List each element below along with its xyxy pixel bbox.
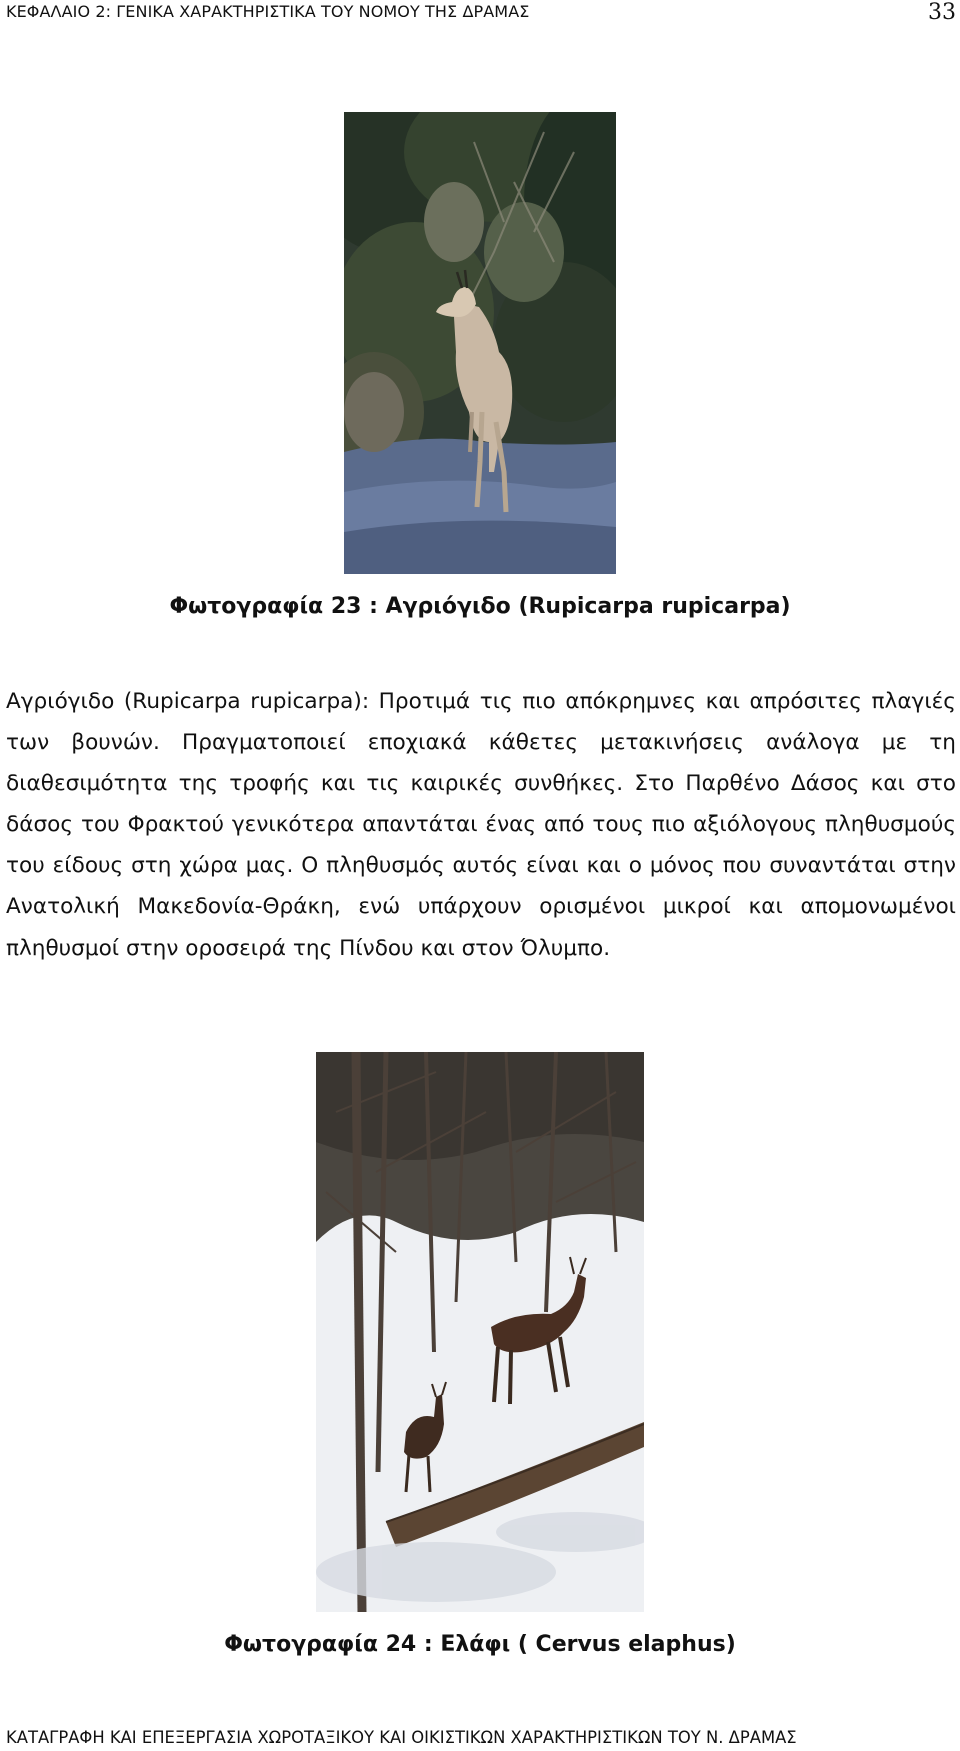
photo-24-caption: Φωτογραφία 24 : Ελάφι ( Cervus elaphus): [224, 1632, 736, 1657]
chamois-illustration: [344, 112, 616, 574]
chamois-description: Αγριόγιδο (Rupicarpa rupicarpa): Προτιμά τις πιο απόκρημνες και απρόσιτες πλαγιές των βουνών. Πραγματοποιεί εποχιακά κάθετες μετακινήσεις ανάλογα με τη διαθεσιμότητα της τροφής και τις καιρικές συνθήκες. Στο Παρθένο Δάσος και στο δάσος του Φρακτού γενικότερα απαντάται ένας από τους πιο αξιόλογους πληθυσμούς του είδους στη χώρα μας. Ο πληθυσμός αυτός είναι και ο μόνος που συναντάται στην Ανατολική Μακεδονία-Θράκη, ενώ υπάρχουν ορισμένοι μικροί και απομονωμένοι πληθυσμοί στην οροσειρά της Πίνδου και στον Όλυμπο.: [6, 689, 956, 961]
deer-photo: [316, 1052, 644, 1612]
chamois-photo: [344, 112, 616, 574]
photo-23-caption: Φωτογραφία 23 : Αγριόγιδο (Rupicarpa rupicarpa): [169, 594, 791, 619]
document-footer: ΚΑΤΑΓΡΑΦΗ ΚΑΙ ΕΠΕΞΕΡΓΑΣΙΑ ΧΩΡΟΤΑΞΙΚΟΥ ΚΑΙ ΟΙΚΙΣΤΙΚΩΝ ΧΑΡΑΚΤΗΡΙΣΤΙΚΩΝ ΤΟΥ Ν. ΔΡΑΜΑΣ: [6, 1728, 797, 1747]
dark-upper-forest: [316, 1052, 644, 1242]
chapter-header: ΚΕΦΑΛΑΙΟ 2: ΓΕΝΙΚΑ ΧΑΡΑΚΤΗΡΙΣΤΙΚΑ ΤΟΥ ΝΟΜΟΥ ΤΗΣ ΔΡΑΜΑΣ: [6, 2, 530, 21]
page-number: 33: [928, 0, 956, 25]
deer-illustration: [316, 1052, 644, 1612]
